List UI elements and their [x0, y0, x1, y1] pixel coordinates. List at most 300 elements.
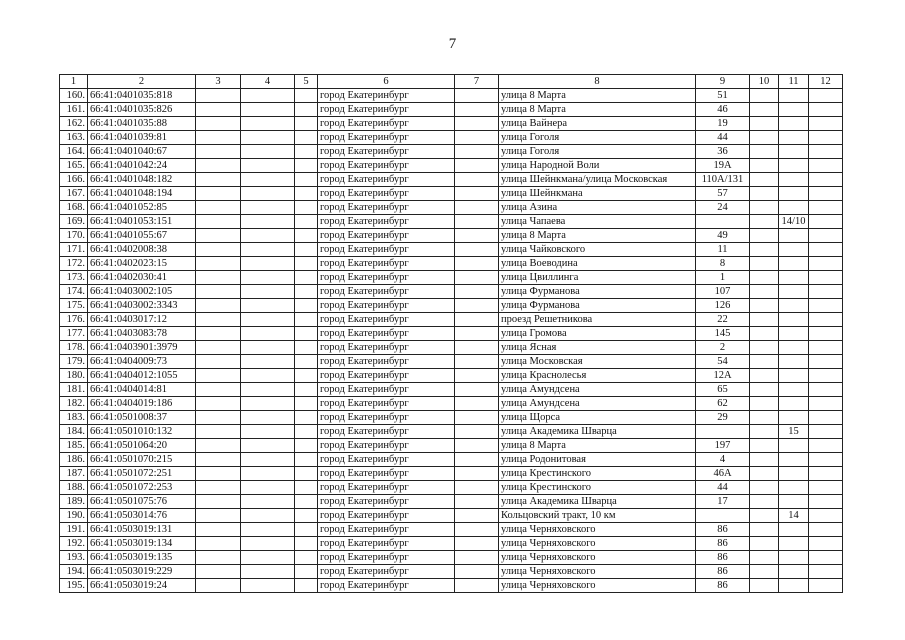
cell-col-12 — [809, 145, 843, 159]
table-row — [60, 299, 843, 313]
cell-cadastral-number: 66:41:0501075:76 — [88, 495, 196, 509]
cell-col-3 — [196, 537, 241, 551]
cell-col-3 — [196, 565, 241, 579]
cell-row-number: 188. — [60, 481, 88, 495]
cell-house-number: 86 — [696, 537, 750, 551]
cell-house-number: 11 — [696, 243, 750, 257]
cell-building-number — [779, 397, 809, 411]
cell-col-12 — [809, 131, 843, 145]
table-row — [60, 369, 843, 383]
cell-col-12 — [809, 411, 843, 425]
cell-row-number: 186. — [60, 453, 88, 467]
page-number: 7 — [448, 36, 457, 52]
cell-house-number: 4 — [696, 453, 750, 467]
cell-row-number: 184. — [60, 425, 88, 439]
cell-house-number: 57 — [696, 187, 750, 201]
cell-col-4 — [241, 551, 295, 565]
table-row — [60, 341, 843, 355]
cell-cadastral-number: 66:41:0501070:215 — [88, 453, 196, 467]
cell-settlement: город Екатеринбург — [318, 229, 455, 243]
cell-col-7 — [455, 229, 499, 243]
cell-col-4 — [241, 355, 295, 369]
cell-settlement: город Екатеринбург — [318, 201, 455, 215]
cell-settlement: город Екатеринбург — [318, 579, 455, 593]
column-header-8: 8 — [499, 75, 696, 89]
cell-col-4 — [241, 495, 295, 509]
table-row — [60, 173, 843, 187]
cell-house-number: 1 — [696, 271, 750, 285]
cell-col-5 — [295, 285, 318, 299]
cell-col-4 — [241, 327, 295, 341]
cell-col-5 — [295, 187, 318, 201]
cell-col-12 — [809, 89, 843, 103]
cell-house-number: 44 — [696, 481, 750, 495]
cell-col-5 — [295, 271, 318, 285]
cell-col-5 — [295, 117, 318, 131]
cell-col-12 — [809, 523, 843, 537]
cell-settlement: город Екатеринбург — [318, 397, 455, 411]
cell-building-number — [779, 495, 809, 509]
cell-col-3 — [196, 481, 241, 495]
cell-cadastral-number: 66:41:0401040:67 — [88, 145, 196, 159]
cell-cadastral-number: 66:41:0402008:38 — [88, 243, 196, 257]
table-row — [60, 537, 843, 551]
cell-col-10 — [750, 201, 779, 215]
cell-col-5 — [295, 411, 318, 425]
cell-street: улица Амундсена — [499, 383, 696, 397]
cell-cadastral-number: 66:41:0401055:67 — [88, 229, 196, 243]
table-row — [60, 453, 843, 467]
cell-col-3 — [196, 187, 241, 201]
cell-col-12 — [809, 103, 843, 117]
table-row — [60, 481, 843, 495]
cell-col-7 — [455, 383, 499, 397]
cell-street: улица 8 Марта — [499, 103, 696, 117]
cell-col-4 — [241, 187, 295, 201]
cell-col-3 — [196, 103, 241, 117]
cell-col-7 — [455, 551, 499, 565]
column-header-6: 6 — [318, 75, 455, 89]
cell-street: улица Фурманова — [499, 299, 696, 313]
cell-street: улица Шейнкмана/улица Московская — [499, 173, 696, 187]
cell-street: улица Академика Шварца — [499, 495, 696, 509]
cell-col-7 — [455, 271, 499, 285]
cell-cadastral-number: 66:41:0403083:78 — [88, 327, 196, 341]
cell-col-3 — [196, 551, 241, 565]
cell-col-3 — [196, 467, 241, 481]
table-row — [60, 117, 843, 131]
cell-col-4 — [241, 299, 295, 313]
cell-col-3 — [196, 117, 241, 131]
table-row — [60, 187, 843, 201]
cell-house-number: 145 — [696, 327, 750, 341]
cell-col-12 — [809, 117, 843, 131]
cell-building-number — [779, 243, 809, 257]
cell-street: улица Чайковского — [499, 243, 696, 257]
cell-col-5 — [295, 523, 318, 537]
cell-building-number — [779, 257, 809, 271]
cell-row-number: 185. — [60, 439, 88, 453]
cell-house-number: 65 — [696, 383, 750, 397]
cell-street: улица 8 Марта — [499, 229, 696, 243]
cell-col-5 — [295, 481, 318, 495]
cell-settlement: город Екатеринбург — [318, 453, 455, 467]
cell-settlement: город Екатеринбург — [318, 103, 455, 117]
cell-house-number: 2 — [696, 341, 750, 355]
cell-row-number: 163. — [60, 131, 88, 145]
column-header-10: 10 — [750, 75, 779, 89]
cell-col-3 — [196, 215, 241, 229]
cell-col-10 — [750, 173, 779, 187]
cell-street: улица Черняховского — [499, 551, 696, 565]
cell-col-4 — [241, 537, 295, 551]
cell-house-number: 46 — [696, 103, 750, 117]
cell-col-5 — [295, 369, 318, 383]
cell-col-12 — [809, 481, 843, 495]
cell-row-number: 195. — [60, 579, 88, 593]
cell-street: Кольцовский тракт, 10 км — [499, 509, 696, 523]
cell-settlement: город Екатеринбург — [318, 285, 455, 299]
cell-col-4 — [241, 383, 295, 397]
cell-col-5 — [295, 537, 318, 551]
column-header-11: 11 — [779, 75, 809, 89]
cell-street: улица Народной Воли — [499, 159, 696, 173]
cell-col-12 — [809, 215, 843, 229]
cell-cadastral-number: 66:41:0401053:151 — [88, 215, 196, 229]
cell-cadastral-number: 66:41:0503019:131 — [88, 523, 196, 537]
cell-col-12 — [809, 187, 843, 201]
cell-col-3 — [196, 579, 241, 593]
cell-building-number — [779, 117, 809, 131]
cell-house-number — [696, 509, 750, 523]
cell-col-3 — [196, 327, 241, 341]
cell-col-12 — [809, 257, 843, 271]
cell-col-3 — [196, 145, 241, 159]
cell-col-7 — [455, 439, 499, 453]
registry-table — [59, 74, 843, 593]
cell-col-5 — [295, 131, 318, 145]
table-row — [60, 229, 843, 243]
cell-cadastral-number: 66:41:0404009:73 — [88, 355, 196, 369]
table-row — [60, 131, 843, 145]
cell-col-10 — [750, 327, 779, 341]
cell-row-number: 170. — [60, 229, 88, 243]
cell-col-10 — [750, 467, 779, 481]
table-row — [60, 243, 843, 257]
cell-cadastral-number: 66:41:0503014:76 — [88, 509, 196, 523]
cell-col-4 — [241, 215, 295, 229]
cell-col-5 — [295, 201, 318, 215]
cell-col-10 — [750, 285, 779, 299]
cell-house-number: 24 — [696, 201, 750, 215]
cell-col-5 — [295, 243, 318, 257]
cell-cadastral-number: 66:41:0404014:81 — [88, 383, 196, 397]
cell-col-5 — [295, 89, 318, 103]
cell-house-number: 110А/131 — [696, 173, 750, 187]
cell-col-4 — [241, 425, 295, 439]
cell-building-number — [779, 551, 809, 565]
cell-col-7 — [455, 355, 499, 369]
cell-col-4 — [241, 481, 295, 495]
cell-col-12 — [809, 551, 843, 565]
cell-settlement: город Екатеринбург — [318, 495, 455, 509]
cell-cadastral-number: 66:41:0503019:24 — [88, 579, 196, 593]
cell-cadastral-number: 66:41:0401042:24 — [88, 159, 196, 173]
cell-col-4 — [241, 285, 295, 299]
cell-col-3 — [196, 425, 241, 439]
cell-col-7 — [455, 565, 499, 579]
cell-col-10 — [750, 187, 779, 201]
cell-col-7 — [455, 523, 499, 537]
table-row — [60, 89, 843, 103]
cell-street: улица Вайнера — [499, 117, 696, 131]
cell-building-number — [779, 327, 809, 341]
cell-row-number: 161. — [60, 103, 88, 117]
cell-col-7 — [455, 145, 499, 159]
cell-cadastral-number: 66:41:0401035:818 — [88, 89, 196, 103]
table-row — [60, 425, 843, 439]
cell-col-4 — [241, 229, 295, 243]
cell-col-7 — [455, 495, 499, 509]
cell-building-number — [779, 383, 809, 397]
cell-street: улица Амундсена — [499, 397, 696, 411]
cell-col-10 — [750, 551, 779, 565]
cell-col-10 — [750, 131, 779, 145]
cell-settlement: город Екатеринбург — [318, 341, 455, 355]
cell-col-4 — [241, 369, 295, 383]
cell-col-3 — [196, 453, 241, 467]
table-row — [60, 383, 843, 397]
cell-house-number: 29 — [696, 411, 750, 425]
cell-house-number: 54 — [696, 355, 750, 369]
cell-col-3 — [196, 229, 241, 243]
cell-col-10 — [750, 243, 779, 257]
cell-col-5 — [295, 467, 318, 481]
cell-col-4 — [241, 145, 295, 159]
cell-col-7 — [455, 299, 499, 313]
cell-col-3 — [196, 383, 241, 397]
cell-street: улица Цвиллинга — [499, 271, 696, 285]
table-row — [60, 411, 843, 425]
cell-cadastral-number: 66:41:0503019:134 — [88, 537, 196, 551]
cell-col-4 — [241, 411, 295, 425]
cell-col-4 — [241, 271, 295, 285]
cell-settlement: город Екатеринбург — [318, 537, 455, 551]
cell-settlement: город Екатеринбург — [318, 411, 455, 425]
cell-street: улица Громова — [499, 327, 696, 341]
cell-settlement: город Екатеринбург — [318, 299, 455, 313]
cell-col-3 — [196, 355, 241, 369]
cell-col-3 — [196, 439, 241, 453]
cell-settlement: город Екатеринбург — [318, 509, 455, 523]
column-header-7: 7 — [455, 75, 499, 89]
cell-col-4 — [241, 89, 295, 103]
cell-col-12 — [809, 453, 843, 467]
cell-col-12 — [809, 565, 843, 579]
cell-col-12 — [809, 383, 843, 397]
cell-street: улица Черняховского — [499, 565, 696, 579]
cell-col-3 — [196, 131, 241, 145]
cell-col-5 — [295, 439, 318, 453]
cell-building-number — [779, 453, 809, 467]
cell-building-number — [779, 579, 809, 593]
cell-street: улица 8 Марта — [499, 439, 696, 453]
cell-row-number: 171. — [60, 243, 88, 257]
cell-house-number — [696, 425, 750, 439]
cell-row-number: 169. — [60, 215, 88, 229]
table-row — [60, 467, 843, 481]
cell-col-4 — [241, 341, 295, 355]
cell-house-number: 86 — [696, 551, 750, 565]
cell-col-12 — [809, 313, 843, 327]
cell-row-number: 160. — [60, 89, 88, 103]
cell-col-10 — [750, 481, 779, 495]
cell-col-7 — [455, 397, 499, 411]
cell-settlement: город Екатеринбург — [318, 355, 455, 369]
cell-cadastral-number: 66:41:0501064:20 — [88, 439, 196, 453]
cell-row-number: 191. — [60, 523, 88, 537]
cell-row-number: 168. — [60, 201, 88, 215]
cell-cadastral-number: 66:41:0402030:41 — [88, 271, 196, 285]
cell-col-7 — [455, 313, 499, 327]
cell-col-7 — [455, 579, 499, 593]
cell-cadastral-number: 66:41:0401039:81 — [88, 131, 196, 145]
cell-col-7 — [455, 159, 499, 173]
cell-col-10 — [750, 89, 779, 103]
cell-col-3 — [196, 299, 241, 313]
cell-street: улица Ясная — [499, 341, 696, 355]
cell-col-3 — [196, 243, 241, 257]
cell-row-number: 176. — [60, 313, 88, 327]
table-row — [60, 313, 843, 327]
cell-street: улица Щорса — [499, 411, 696, 425]
cell-row-number: 165. — [60, 159, 88, 173]
cell-col-4 — [241, 257, 295, 271]
cell-street: улица Гоголя — [499, 131, 696, 145]
cell-col-5 — [295, 565, 318, 579]
cell-row-number: 179. — [60, 355, 88, 369]
cell-house-number — [696, 215, 750, 229]
cell-col-7 — [455, 131, 499, 145]
cell-col-12 — [809, 369, 843, 383]
cell-row-number: 162. — [60, 117, 88, 131]
cell-col-10 — [750, 523, 779, 537]
cell-settlement: город Екатеринбург — [318, 439, 455, 453]
cell-street: улица Фурманова — [499, 285, 696, 299]
cell-house-number: 36 — [696, 145, 750, 159]
cell-settlement: город Екатеринбург — [318, 257, 455, 271]
cell-building-number — [779, 229, 809, 243]
cell-street: проезд Решетникова — [499, 313, 696, 327]
cell-col-12 — [809, 467, 843, 481]
cell-col-3 — [196, 285, 241, 299]
cell-col-10 — [750, 313, 779, 327]
cell-col-12 — [809, 159, 843, 173]
cell-house-number: 22 — [696, 313, 750, 327]
table-row — [60, 397, 843, 411]
cell-row-number: 189. — [60, 495, 88, 509]
cell-building-number: 14 — [779, 509, 809, 523]
cell-row-number: 193. — [60, 551, 88, 565]
cell-street: улица Академика Шварца — [499, 425, 696, 439]
cell-col-5 — [295, 229, 318, 243]
cell-col-12 — [809, 425, 843, 439]
cell-col-4 — [241, 173, 295, 187]
cell-cadastral-number: 66:41:0404012:1055 — [88, 369, 196, 383]
cell-col-7 — [455, 187, 499, 201]
cell-building-number — [779, 103, 809, 117]
cell-col-10 — [750, 215, 779, 229]
cell-street: улица Воеводина — [499, 257, 696, 271]
cell-col-4 — [241, 579, 295, 593]
cell-settlement: город Екатеринбург — [318, 467, 455, 481]
cell-settlement: город Екатеринбург — [318, 215, 455, 229]
cell-col-5 — [295, 579, 318, 593]
table-row — [60, 145, 843, 159]
cell-cadastral-number: 66:41:0403901:3979 — [88, 341, 196, 355]
cell-col-7 — [455, 257, 499, 271]
cell-house-number: 86 — [696, 565, 750, 579]
cell-col-5 — [295, 215, 318, 229]
cell-col-12 — [809, 173, 843, 187]
table-row — [60, 201, 843, 215]
cell-col-5 — [295, 495, 318, 509]
cell-settlement: город Екатеринбург — [318, 565, 455, 579]
table-row — [60, 159, 843, 173]
cell-settlement: город Екатеринбург — [318, 187, 455, 201]
cell-col-5 — [295, 313, 318, 327]
cell-street: улица Черняховского — [499, 579, 696, 593]
cell-settlement: город Екатеринбург — [318, 131, 455, 145]
cell-col-3 — [196, 257, 241, 271]
cell-building-number — [779, 299, 809, 313]
cell-building-number — [779, 201, 809, 215]
cell-cadastral-number: 66:41:0503019:135 — [88, 551, 196, 565]
cell-building-number — [779, 89, 809, 103]
cell-col-10 — [750, 397, 779, 411]
cell-col-5 — [295, 509, 318, 523]
cell-settlement: город Екатеринбург — [318, 481, 455, 495]
cell-house-number: 19А — [696, 159, 750, 173]
cell-col-12 — [809, 495, 843, 509]
cell-col-12 — [809, 271, 843, 285]
table-row — [60, 439, 843, 453]
cell-settlement: город Екатеринбург — [318, 551, 455, 565]
cell-col-3 — [196, 411, 241, 425]
column-header-1: 1 — [60, 75, 88, 89]
cell-col-10 — [750, 257, 779, 271]
cell-row-number: 194. — [60, 565, 88, 579]
cell-col-12 — [809, 299, 843, 313]
cell-col-5 — [295, 257, 318, 271]
cell-col-3 — [196, 509, 241, 523]
cell-building-number — [779, 145, 809, 159]
cell-col-12 — [809, 285, 843, 299]
cell-col-5 — [295, 103, 318, 117]
cell-col-7 — [455, 103, 499, 117]
cell-settlement: город Екатеринбург — [318, 313, 455, 327]
cell-house-number: 44 — [696, 131, 750, 145]
cell-col-10 — [750, 369, 779, 383]
cell-col-4 — [241, 243, 295, 257]
cell-building-number: 14/10 — [779, 215, 809, 229]
cell-col-12 — [809, 341, 843, 355]
cell-col-12 — [809, 439, 843, 453]
table-row — [60, 509, 843, 523]
cell-col-7 — [455, 327, 499, 341]
cell-street: улица Азина — [499, 201, 696, 215]
cell-house-number: 8 — [696, 257, 750, 271]
